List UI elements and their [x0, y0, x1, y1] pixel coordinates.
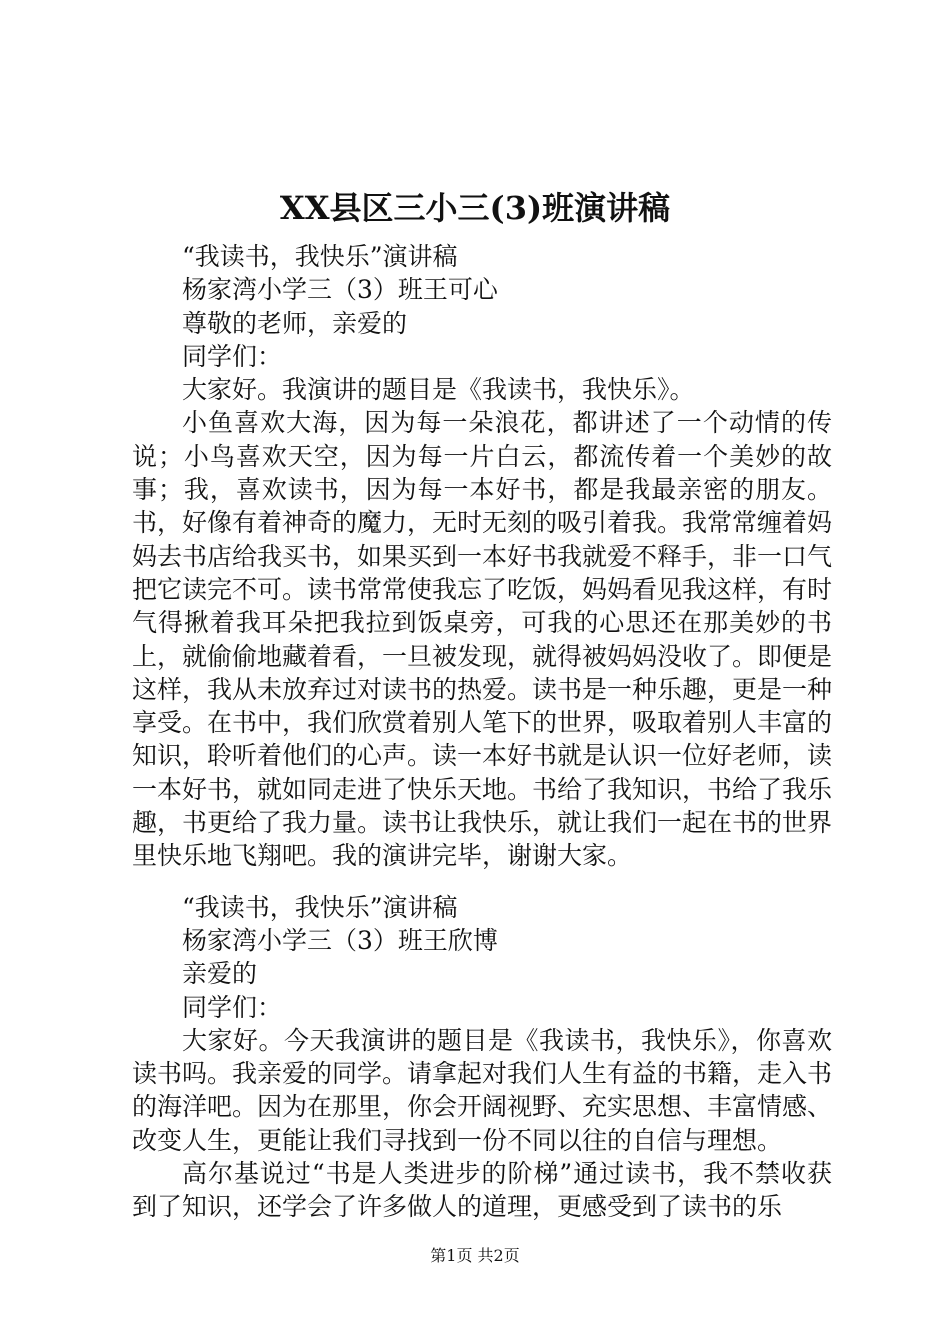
document-title: XX县区三小三(3)班演讲稿: [279, 189, 671, 227]
speech2-paragraph-2: 高尔基说过“书是人类进步的阶梯”通过读书，我不禁收获到了知识，还学会了许多做人的道理，更感受到了读书的乐: [132, 1159, 832, 1222]
speech2-salutation-1: 亲爱的: [182, 959, 258, 989]
speech2-paragraph-1: 大家好。今天我演讲的题目是《我读书，我快乐》，你喜欢读书吗。我亲爱的同学。请拿起对我们人生有益的书籍，走入书的海洋吧。因为在那里，你会开阔视野、充实思想、丰富情感、改变人生，更能让我们寻找到一份不同以往的自信与理想。: [132, 1025, 833, 1155]
section-spacer: [132, 873, 832, 891]
speech1-body-paragraph: 小鱼喜欢大海，因为每一朵浪花，都讲述了一个动情的传说；小鸟喜欢天空，因为每一片白云，都流传着一个美妙的故事；我，喜欢读书，因为每一本好书，都是我最亲密的朋友。书，好像有着神奇的魔力，无时无刻的吸引着我。我常常缠着妈妈去书店给我买书，如果买到一本好书我就爱不释手，非一口气把它读完不可。读书常常使我忘了吃饭，妈妈看见我这样，有时气得揪着我耳朵把我拉到饭桌旁，可我的心思还在那美妙的书上，就偷偷地藏着看，一旦被发现，就得被妈妈没收了。即便是这样，我从未放弃过对读书的热爱。读书是一种乐趣，更是一种享受。在书中，我们欣赏着别人笔下的世界，吸取着别人丰富的知识，聆听着他们的心声。读一本好书就是认识一位好老师，读一本好书，就如同走进了快乐天地。书给了我知识，书给了我乐趣，书更给了我力量。读书让我快乐，就让我们一起在书的世界里快乐地飞翔吧。我的演讲完毕，谢谢大家。: [132, 408, 833, 871]
speech1-salutation-1: 尊敬的老师，亲爱的: [182, 308, 408, 338]
speech2-heading: “我读书，我快乐”演讲稿: [182, 892, 458, 922]
speech1-salutation-2: 同学们：: [182, 341, 283, 371]
document-body: [132, 240, 832, 1224]
speech1-heading: “我读书，我快乐”演讲稿: [182, 242, 458, 271]
speech1-greeting: 大家好。我演讲的题目是《我读书，我快乐》。: [182, 375, 695, 405]
speech2-salutation-2: 同学们：: [182, 992, 283, 1022]
speech1-author: 杨家湾小学三（3）班王可心: [182, 275, 498, 305]
page-footer: 第1页 共2页: [430, 1246, 520, 1265]
speech2-author: 杨家湾小学三（3）班王欣博: [182, 925, 498, 955]
